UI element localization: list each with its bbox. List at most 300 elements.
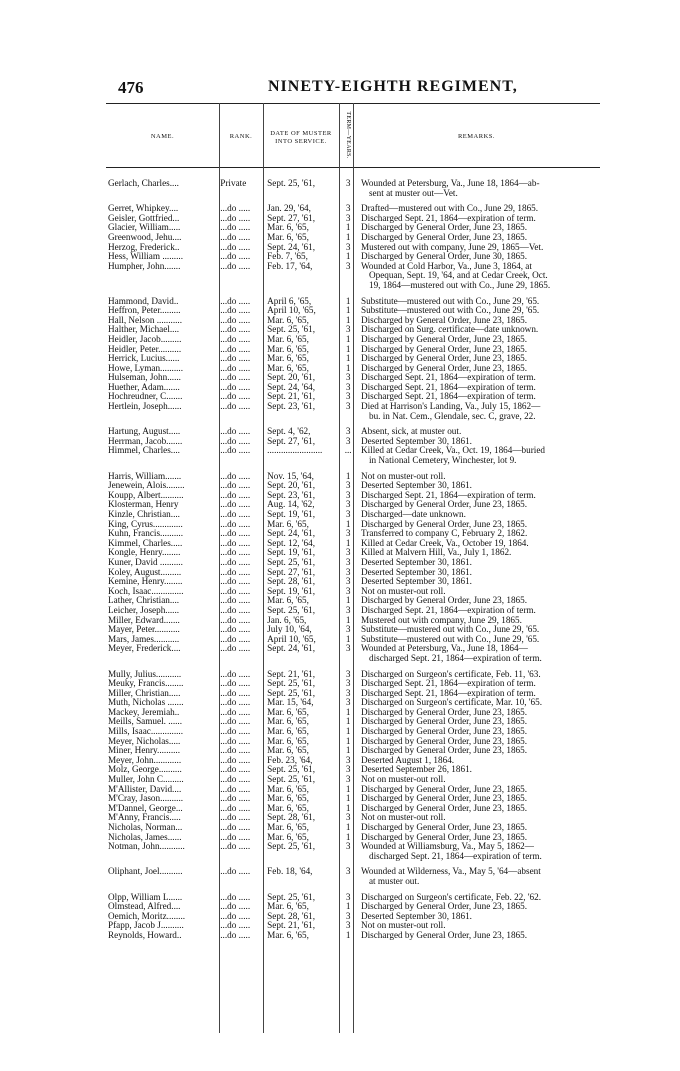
- soldier-rank: ...do .....: [220, 842, 251, 852]
- soldier-rank: ...do .....: [220, 794, 251, 804]
- soldier-rank: ...do .....: [220, 213, 251, 223]
- remarks-line: Discharged on Surgeon's certificate, Mar. 10, '65.: [360, 697, 543, 708]
- muster-date: Sept. 25, '61,: [267, 179, 316, 188]
- muster-date: Mar. 6, '65,: [267, 823, 309, 832]
- table-row: [106, 765, 600, 775]
- remarks-line: Discharged by General Order, June 23, 1865.: [360, 518, 528, 529]
- term-years: 3: [345, 556, 351, 567]
- soldier-name: Kuner, David ..........: [108, 557, 183, 567]
- soldier-rank: ...do .....: [220, 306, 251, 316]
- soldier-name: Heidler, Peter..........: [108, 344, 182, 354]
- term-years: 3: [345, 489, 351, 500]
- term-years: 1: [345, 333, 351, 344]
- term-years: 1: [345, 251, 351, 262]
- soldier-rank: ...do .....: [220, 586, 251, 596]
- soldier-rank: ...do .....: [220, 481, 251, 491]
- term-years: 1: [345, 783, 351, 794]
- soldier-name: Jenewein, Alois........: [108, 481, 185, 491]
- remarks-line: Deserted September 26, 1861.: [360, 764, 472, 775]
- soldier-name: Meyer, Nicholas.....: [108, 736, 181, 746]
- term-years: 3: [345, 528, 351, 539]
- soldier-name: Notman, John...........: [108, 842, 185, 852]
- soldier-name: Hess, William .........: [108, 252, 183, 262]
- soldier-name: Glacier, William.....: [108, 223, 181, 233]
- remarks-line: Discharged Sept. 21, 1864—expiration of term.: [360, 687, 536, 698]
- soldier-name: Mills, Isaac..............: [108, 727, 184, 737]
- term-years: 1: [345, 706, 351, 717]
- remarks-line: Discharged by General Order, June 30, 1865.: [360, 251, 528, 262]
- soldier-name: Molz, George..........: [108, 765, 182, 775]
- remarks-line: at muster out.: [368, 875, 420, 886]
- remarks-line: Deserted September 30, 1861.: [360, 576, 472, 587]
- term-years: 1: [345, 518, 351, 529]
- soldier-rank: ...do .....: [220, 669, 251, 679]
- remarks-line: Deserted September 30, 1861.: [360, 480, 472, 491]
- soldier-name: Kongle, Henry........: [108, 548, 181, 558]
- remarks-line: Discharged by General Order, June 23, 1865.: [360, 499, 528, 510]
- soldier-rank: ...do .....: [220, 402, 251, 412]
- muster-date: Sept. 20, '61,: [267, 373, 316, 383]
- muster-date: Mar. 6, '65,: [267, 832, 309, 842]
- muster-date: Mar. 6, '65,: [267, 794, 309, 804]
- remarks-line: Discharged Sept. 21, 1864—expiration of term.: [360, 391, 536, 402]
- term-years: 1: [345, 633, 351, 644]
- soldier-rank: ...do .....: [220, 436, 251, 446]
- term-years: 3: [345, 774, 351, 785]
- soldier-rank: ...do .....: [220, 325, 251, 335]
- remarks-line: Died at Harrison's Landing, Va., July 15, 1862—: [360, 401, 541, 412]
- soldier-rank: ...do .....: [220, 813, 251, 823]
- soldier-rank: ...do .....: [220, 567, 251, 577]
- muster-date: Aug. 14, '62,: [267, 500, 315, 510]
- soldier-name: Meyer, John............: [108, 755, 182, 765]
- term-years: 3: [345, 668, 351, 679]
- muster-date: Sept. 25, '61,: [267, 325, 316, 335]
- muster-date: Sept. 25, '61,: [267, 605, 316, 615]
- term-years: 3: [345, 241, 351, 252]
- remarks-line: Discharged on Surg. certificate—date unknown.: [360, 324, 539, 335]
- soldier-name: Meills, Samuel. ......: [108, 717, 183, 727]
- muster-date: Sept. 4, '62,: [267, 427, 311, 437]
- table-row: [106, 577, 600, 587]
- soldier-name: M'Anny, Francis.....: [108, 813, 181, 823]
- muster-date: Sept. 19, '61,: [267, 586, 316, 596]
- remarks-line: Discharged by General Order, June 23, 1865.: [360, 333, 528, 344]
- remarks-line: Deserted September 30, 1861.: [360, 566, 472, 577]
- roster-table: [106, 103, 600, 1033]
- soldier-rank: ...do .....: [220, 252, 251, 262]
- remarks-line: Discharged Sept. 21, 1864—expiration of term.: [360, 604, 536, 615]
- muster-date: Sept. 25, '61,: [267, 842, 316, 852]
- term-years: 3: [345, 920, 351, 931]
- remarks-line: Not on muster-out roll.: [360, 470, 446, 481]
- remarks-line: Mustered out with company, June 29, 1865—Vet.: [360, 241, 544, 252]
- roster-rows: [106, 179, 600, 941]
- soldier-name: Reynolds, Howard..: [108, 930, 182, 940]
- muster-date: ........................: [267, 446, 323, 456]
- term-years: 3: [345, 643, 351, 654]
- table-row: [106, 902, 600, 912]
- soldier-name: Miner, Henry..........: [108, 746, 181, 756]
- muster-date: Feb. 17, '64,: [267, 261, 313, 271]
- soldier-rank: ...do .....: [220, 490, 251, 500]
- soldier-rank: ...do .....: [220, 892, 251, 902]
- muster-date: Mar. 6, '65,: [267, 784, 309, 794]
- muster-date: Jan. 29, '64,: [267, 204, 311, 214]
- soldier-rank: ...do .....: [220, 548, 251, 558]
- soldier-name: Geisler, Gottfried...: [108, 213, 180, 223]
- soldier-name: Humpher, John.......: [108, 261, 181, 271]
- remarks-line: bu. in Nat. Cem., Glendale, sec. C, grave, 22.: [368, 410, 536, 421]
- soldier-name: Herrick, Lucius......: [108, 354, 180, 364]
- soldier-name: Gerret, Whipkey....: [108, 204, 179, 214]
- remarks-line: discharged Sept. 21, 1864—expiration of term.: [368, 850, 542, 861]
- term-years: 3: [345, 697, 351, 708]
- remarks-line: Killed at Malvern Hill, Va., July 1, 1862.: [360, 547, 512, 558]
- table-row: [106, 446, 600, 465]
- term-years: 3: [345, 812, 351, 823]
- soldier-name: Meyer, Frederick....: [108, 644, 181, 654]
- table-row: [106, 756, 600, 766]
- term-years: 3: [345, 212, 351, 223]
- table-row: [106, 402, 600, 421]
- term-years: 3: [345, 324, 351, 335]
- soldier-name: M'Dannel, George...: [108, 803, 183, 813]
- table-row: [106, 500, 600, 510]
- remarks-line: Wounded at Williamsburg, Va., May 5, 1862—: [360, 841, 534, 852]
- remarks-line: Discharged by General Order, June 23, 1865.: [360, 222, 528, 233]
- term-years: 1: [345, 470, 351, 481]
- remarks: [355, 402, 600, 421]
- remarks-line: Wounded at Petersburg, Va., June 18, 1864—: [360, 643, 528, 654]
- soldier-rank: ...do .....: [220, 354, 251, 364]
- table-row: [106, 931, 600, 941]
- soldier-rank: ...do .....: [220, 605, 251, 615]
- term-years: 1: [345, 231, 351, 242]
- term-years: 3: [345, 687, 351, 698]
- soldier-rank: ...do .....: [220, 232, 251, 242]
- muster-date: Sept. 28, '61,: [267, 577, 316, 587]
- soldier-name: Nicholas, James......: [108, 832, 182, 842]
- term-years: 3: [345, 480, 351, 491]
- soldier-name: Hochreudner, C.......: [108, 392, 183, 402]
- remarks-line: Discharged Sept. 21, 1864—expiration of term.: [360, 212, 536, 223]
- remarks-line: Discharged by General Order, June 23, 1865.: [360, 735, 528, 746]
- muster-date: Sept. 24, '61,: [267, 242, 316, 252]
- soldier-rank: ...do .....: [220, 242, 251, 252]
- muster-date: Sept. 25, '61,: [267, 557, 316, 567]
- soldier-name: Greenwood, Jehu....: [108, 232, 182, 242]
- soldier-rank: ...do .....: [220, 315, 251, 325]
- soldier-name: Hammond, David..: [108, 296, 179, 306]
- remarks-line: Discharged by General Order, June 23, 1865.: [360, 901, 528, 912]
- soldier-name: Miller, Christian.....: [108, 688, 181, 698]
- muster-date: Mar. 6, '65,: [267, 736, 309, 746]
- soldier-rank: ...do .....: [220, 344, 251, 354]
- table-row: [106, 842, 600, 861]
- term-years: 1: [345, 614, 351, 625]
- remarks-line: Discharged—date unknown.: [360, 509, 466, 519]
- soldier-name: Klosterman, Henry: [108, 500, 179, 510]
- soldier-rank: ...do .....: [220, 832, 251, 842]
- soldier-rank: ...do .....: [220, 746, 251, 756]
- remarks-line: Deserted September 30, 1861.: [360, 556, 472, 567]
- soldier-name: Huether, Adam.......: [108, 382, 180, 392]
- muster-date: Mar. 6, '65,: [267, 223, 309, 233]
- soldier-name: Herrman, Jacob.......: [108, 436, 183, 446]
- muster-date: Sept. 27, '61,: [267, 436, 316, 446]
- table-row: [106, 179, 600, 198]
- muster-date: Sept. 25, '61,: [267, 775, 316, 785]
- term-years: 1: [345, 537, 351, 548]
- muster-date: Mar. 6, '65,: [267, 596, 309, 606]
- muster-date: Sept. 21, '61,: [267, 392, 316, 402]
- table-row: [106, 472, 600, 482]
- soldier-rank: ...do .....: [220, 557, 251, 567]
- soldier-rank: ...do .....: [220, 823, 251, 832]
- soldier-name: Olmstead, Alfred....: [108, 902, 181, 912]
- remarks: [355, 179, 600, 198]
- soldier-rank: ...do .....: [220, 921, 251, 931]
- muster-date: Mar. 6, '65,: [267, 315, 309, 325]
- muster-date: Mar. 6, '65,: [267, 334, 309, 344]
- term-years: 3: [345, 576, 351, 587]
- remarks-line: sent at muster out—Vet.: [368, 187, 458, 198]
- soldier-rank: ...do .....: [220, 784, 251, 794]
- remarks: [355, 446, 600, 465]
- muster-date: April 10, '65,: [267, 306, 316, 316]
- table-row: [106, 262, 600, 291]
- muster-date: Feb. 7, '65,: [267, 252, 308, 262]
- column-header-remarks: REMARKS.: [457, 133, 496, 140]
- table-row: [106, 548, 600, 558]
- muster-date: Feb. 18, '64,: [267, 867, 313, 877]
- remarks-line: Opequan, Sept. 19, '64, and at Cedar Creek, Oct.: [368, 270, 548, 281]
- soldier-rank: ...do .....: [220, 615, 251, 625]
- remarks-line: Transferred to company C, February 2, 1862.: [360, 528, 528, 539]
- soldier-rank: ...do .....: [220, 204, 251, 214]
- page-header: [118, 78, 578, 102]
- term-years: 1: [345, 343, 351, 354]
- soldier-name: Kemine, Henry........: [108, 577, 183, 587]
- soldier-name: Harris, William.......: [108, 471, 182, 481]
- remarks-line: Drafted—mustered out with Co., June 29, 1865.: [360, 203, 539, 214]
- term-years: 3: [345, 764, 351, 775]
- soldier-name: Hall, Nelson ...........: [108, 315, 183, 325]
- term-years: 3: [345, 547, 351, 558]
- remarks: [355, 931, 600, 941]
- term-years: 3: [345, 624, 351, 635]
- term-years: 3: [345, 585, 351, 596]
- remarks: [355, 867, 600, 886]
- table-row: [106, 558, 600, 568]
- soldier-rank: ...do .....: [220, 717, 251, 727]
- remarks-line: Discharged by General Order, June 23, 1865.: [360, 231, 528, 242]
- remarks-line: Discharged by General Order, June 23, 1865.: [360, 706, 528, 717]
- term-years: 3: [345, 754, 351, 765]
- remarks-line: Discharged by General Order, June 23, 1865.: [360, 343, 528, 354]
- term-years: 1: [345, 305, 351, 316]
- soldier-rank: ...do .....: [220, 596, 251, 606]
- soldier-name: Kuhn, Francis..........: [108, 529, 184, 539]
- page-number: 476: [118, 78, 144, 97]
- muster-date: Sept. 24, '61,: [267, 644, 316, 654]
- table-row: [106, 644, 600, 663]
- remarks-line: Substitute—mustered out with Co., June 29, '65.: [360, 624, 540, 635]
- soldier-rank: ...do .....: [220, 765, 251, 775]
- soldier-rank: ...do .....: [220, 736, 251, 746]
- soldier-name: Hartung, August.....: [108, 427, 181, 437]
- soldier-name: Koley, August.........: [108, 567, 182, 577]
- soldier-name: Gerlach, Charles....: [108, 179, 179, 188]
- soldier-rank: ...do .....: [220, 644, 251, 654]
- soldier-rank: ...do .....: [220, 803, 251, 813]
- soldier-name: Mayer, Peter...........: [108, 625, 180, 635]
- soldier-name: Leicher, Joseph......: [108, 605, 180, 615]
- remarks-line: Wounded at Wilderness, Va., May 5, '64—absent: [360, 866, 541, 877]
- term-years: 3: [345, 401, 351, 412]
- remarks-line: Killed at Cedar Creek, Va., Oct. 19, 1864—buried: [360, 445, 546, 456]
- remarks: [355, 644, 600, 663]
- term-years: 1: [345, 314, 351, 325]
- remarks-line: in National Cemetery, Winchester, lot 9.: [368, 455, 517, 466]
- muster-date: Feb. 23, '64,: [267, 755, 313, 765]
- soldier-rank: ...do .....: [220, 755, 251, 765]
- muster-date: Mar. 6, '65,: [267, 707, 309, 717]
- soldier-rank: ...do .....: [220, 867, 251, 877]
- term-years: 1: [345, 822, 351, 832]
- term-years: 3: [345, 509, 351, 519]
- term-years: 1: [345, 901, 351, 912]
- muster-date: Sept. 24, '61,: [267, 529, 316, 539]
- remarks-line: Not on muster-out roll.: [360, 774, 446, 785]
- soldier-rank: ...do .....: [220, 471, 251, 481]
- soldier-rank: ...do .....: [220, 427, 251, 437]
- column-header-date: DATE OF MUSTER INTO SERVICE.: [270, 130, 332, 145]
- term-years: 3: [345, 203, 351, 214]
- muster-date: Sept. 25, '61,: [267, 688, 316, 698]
- muster-date: Sept. 23, '61,: [267, 490, 316, 500]
- remarks-line: Discharged Sept. 21, 1864—expiration of term.: [360, 489, 536, 500]
- muster-date: Mar. 6, '65,: [267, 354, 309, 364]
- soldier-name: Mackey, Jeremiah..: [108, 707, 180, 717]
- remarks-line: Discharged by General Order, June 23, 1865.: [360, 793, 528, 804]
- term-years: 3: [345, 372, 351, 383]
- remarks-line: Discharged Sept. 21, 1864—expiration of term.: [360, 381, 536, 392]
- muster-date: Jan. 6, '65,: [267, 615, 307, 625]
- soldier-name: Oemich, Moritz........: [108, 911, 186, 921]
- muster-date: Sept. 23, '61,: [267, 402, 316, 412]
- muster-date: Sept. 19, '61,: [267, 548, 316, 558]
- table-row: [106, 746, 600, 756]
- soldier-rank: ...do .....: [220, 707, 251, 717]
- remarks-line: Discharged by General Order, June 23, 1865.: [360, 726, 528, 737]
- soldier-rank: ...do .....: [220, 392, 251, 402]
- term-years: 3: [345, 499, 351, 510]
- table-row: [106, 606, 600, 616]
- term-years: 1: [345, 362, 351, 373]
- remarks-line: Discharged by General Order, June 23, 1865.: [360, 362, 528, 373]
- soldier-name: Lather, Christian....: [108, 596, 180, 606]
- table-row: [106, 867, 600, 886]
- remarks-line: Deserted September 30, 1861.: [360, 910, 472, 921]
- soldier-name: Howe, Lyman..........: [108, 363, 184, 373]
- soldier-rank: ...do .....: [220, 688, 251, 698]
- remarks-line: Absent, sick, at muster out.: [360, 426, 462, 437]
- table-row: [106, 912, 600, 922]
- remarks-line: Deserted August 1, 1864.: [360, 754, 455, 765]
- soldier-name: Herzog, Frederick..: [108, 242, 180, 252]
- remarks-line: Discharged on Surgeon's certificate, Feb. 11, '63.: [360, 668, 541, 679]
- term-years: 1: [345, 716, 351, 727]
- soldier-name: Hertlein, Joseph......: [108, 402, 182, 412]
- soldier-rank: ...do .....: [220, 911, 251, 921]
- term-years: 3: [345, 178, 351, 188]
- soldier-name: Meuky, Francis........: [108, 679, 184, 689]
- soldier-rank: ...do .....: [220, 500, 251, 510]
- soldier-rank: ...do .....: [220, 223, 251, 233]
- muster-date: Sept. 12, '64,: [267, 538, 316, 548]
- remarks-line: Discharged by General Order, June 23, 1865.: [360, 822, 528, 832]
- term-years: 1: [345, 222, 351, 233]
- soldier-rank: ...do .....: [220, 519, 251, 529]
- soldier-rank: ...do .....: [220, 382, 251, 392]
- soldier-name: M'Cray, Jason..........: [108, 794, 184, 804]
- muster-date: Sept. 28, '61,: [267, 813, 316, 823]
- soldier-name: Heffron, Peter.........: [108, 306, 181, 316]
- term-years: 3: [345, 841, 351, 852]
- term-years: 1: [345, 831, 351, 842]
- soldier-name: M'Allister, David....: [108, 784, 182, 794]
- soldier-name: Oliphant, Joel..........: [108, 867, 183, 877]
- term-years: 1: [345, 929, 351, 940]
- soldier-name: Heidler, Jacob.........: [108, 334, 182, 344]
- remarks: [355, 262, 600, 291]
- muster-date: Sept. 21, '61,: [267, 669, 316, 679]
- term-years: 1: [345, 735, 351, 746]
- soldier-rank: ...do .....: [220, 625, 251, 635]
- page-title: NINETY-EIGHTH REGIMENT,: [268, 78, 518, 95]
- soldier-name: Hulseman, John......: [108, 373, 181, 383]
- term-years: 3: [345, 260, 351, 271]
- remarks-line: Substitute—mustered out with Co., June 29, '65.: [360, 305, 540, 316]
- soldier-rank: ...do .....: [220, 363, 251, 373]
- remarks-line: Not on muster-out roll.: [360, 585, 446, 596]
- soldier-name: Olpp, William L......: [108, 892, 183, 902]
- term-years: 3: [345, 391, 351, 402]
- remarks-line: Wounded at Petersburg, Va., June 18, 1864—ab-: [360, 178, 540, 188]
- table-row: [106, 804, 600, 814]
- remarks-line: Discharged by General Order, June 23, 1865.: [360, 595, 528, 606]
- soldier-name: King, Cyrus.............: [108, 519, 183, 529]
- soldier-name: Muth, Nicholas .......: [108, 698, 184, 708]
- soldier-rank: ...do .....: [220, 446, 251, 456]
- term-years: 3: [345, 426, 351, 437]
- remarks-line: Discharged Sept. 21, 1864—expiration of term.: [360, 372, 536, 383]
- soldier-rank: ...do .....: [220, 373, 251, 383]
- remarks-line: Discharged by General Order, June 23, 1865.: [360, 716, 528, 727]
- remarks-line: discharged Sept. 21, 1864—expiration of term.: [368, 652, 542, 663]
- column-header-rank: RANK.: [229, 133, 253, 140]
- soldier-name: Miller, Edward.......: [108, 615, 180, 625]
- soldier-name: Kimmel, Charles.....: [108, 538, 183, 548]
- muster-date: Sept. 27, '61,: [267, 567, 316, 577]
- term-years: 3: [345, 381, 351, 392]
- soldier-rank: ...do .....: [220, 727, 251, 737]
- term-years: 1: [345, 726, 351, 737]
- soldier-rank: ...do .....: [220, 577, 251, 587]
- remarks-line: Discharged by General Order, June 23, 1865.: [360, 745, 528, 756]
